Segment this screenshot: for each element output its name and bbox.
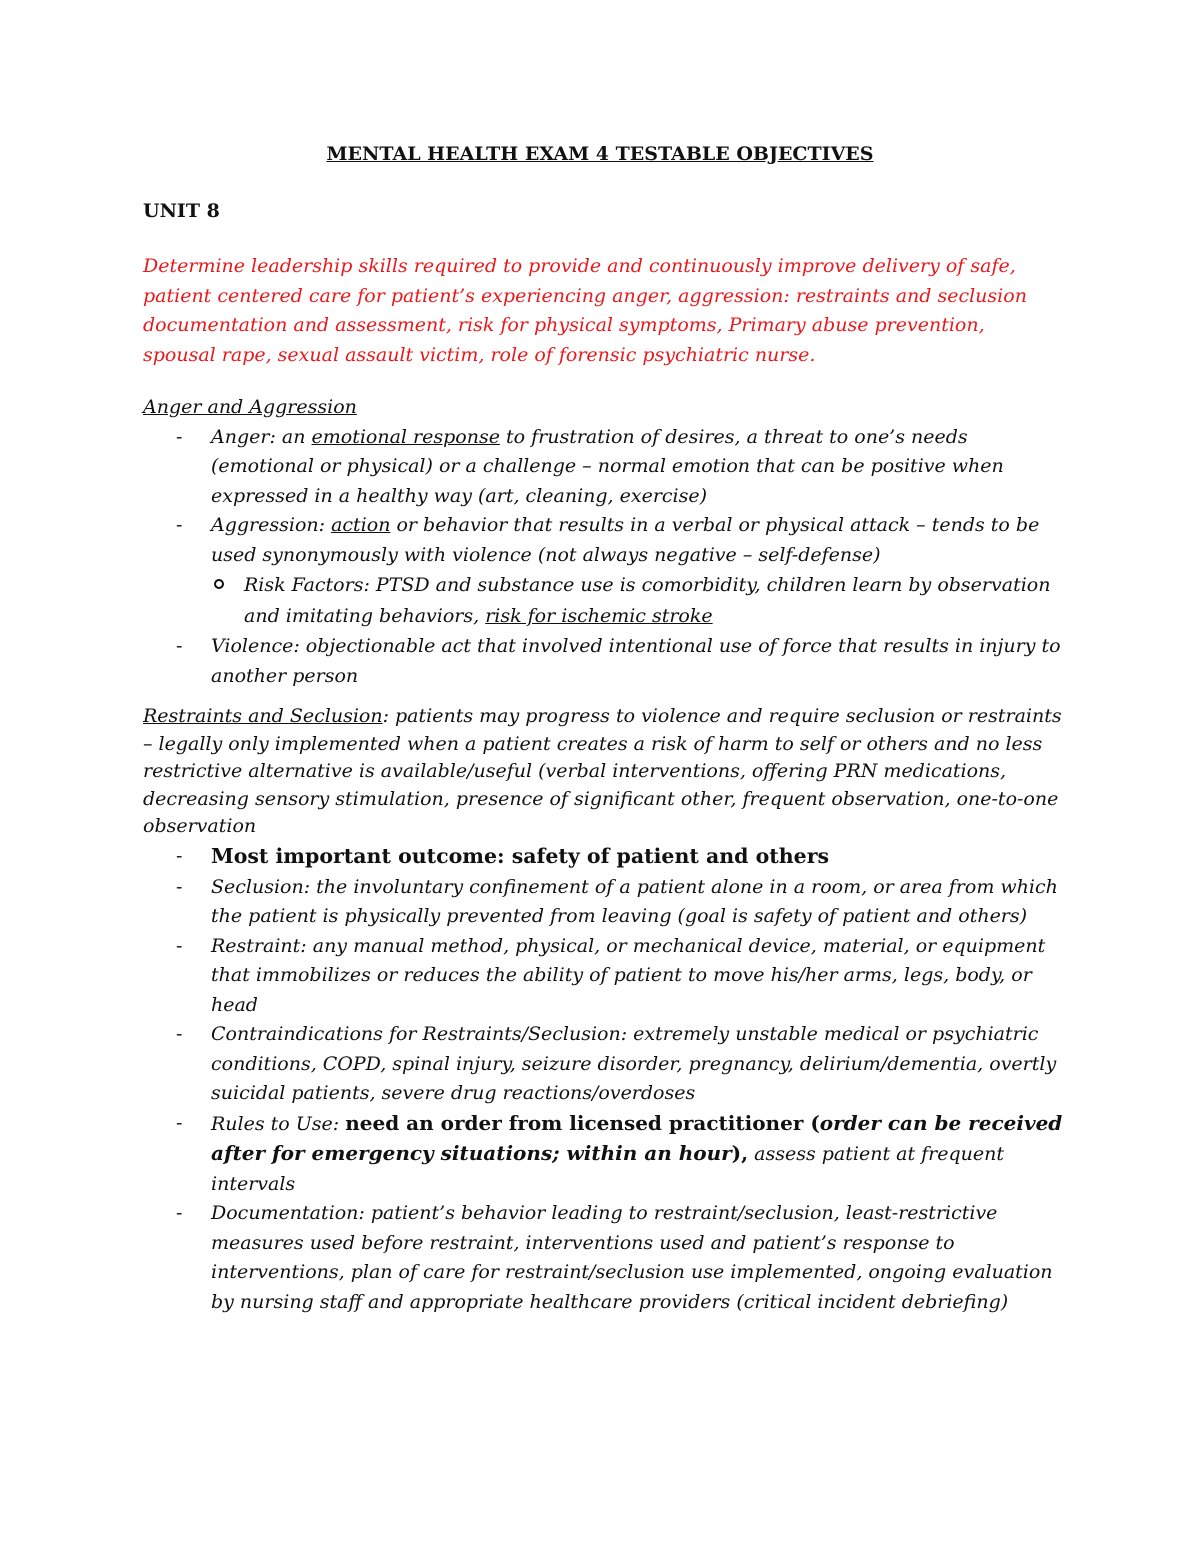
bullet-risk-factors <box>176 570 1073 632</box>
aggression-underlined-term: action <box>331 514 391 536</box>
unit-objective: Determine leadership skills required to provide and continuously improve delivery of safe, patient centered care for patient’s experiencing anger, aggression: restraints and seclusion documentation and assessment, risk for physical symptoms, Primary abuse prevention, spousal rape, sexual assault victim, role of forensic psychiatric nurse. <box>143 255 1027 366</box>
most-important-outcome-text: Most important outcome: safety of patient and others <box>211 843 830 868</box>
bullet-violence: - Violence: objectionable act that involved intentional use of force that results in injury to another person <box>143 632 1073 691</box>
restraints-seclusion-section <box>143 703 1073 1317</box>
document-title: MENTAL HEALTH EXAM 4 TESTABLE OBJECTIVES <box>326 143 874 165</box>
section-heading-restraints: Restraints and Seclusion <box>143 705 383 727</box>
bullet-restraint: - Restraint: any manual method, physical, or mechanical device, material, or equipment that immobilizes or reduces the ability of patient to move his/her arms, legs, body, or head <box>143 932 1073 1021</box>
aggression-text-pre: Aggression: <box>211 514 332 536</box>
anger-aggression-section <box>143 393 1073 691</box>
anger-bullet-list <box>143 423 1073 692</box>
anger-text-pre: Anger: an <box>211 425 312 448</box>
restraints-intro-paragraph <box>143 703 1073 841</box>
aggression-sub-list <box>176 570 1073 632</box>
rules-label: Rules to Use: <box>211 1112 346 1135</box>
bullet-rules-to-use <box>143 1109 1073 1200</box>
bullet-seclusion: - Seclusion: the involuntary confinement of a patient alone in a room, or area from which the patient is physically prevented from leaving (goal is safety of patient and others) <box>143 873 1073 932</box>
rules-post-text: assess patient at frequent intervals <box>211 1143 1004 1195</box>
restraints-intro-text: : patients may progress to violence and require seclusion or restraints – legally only implemented when a patient creates a risk of harm to self or others and no less restrictive alternative is available/useful (verbal interventions, offering PRN medications, decreasing sensory stimulation, presence of significant other, frequent observation, one-to-one observation <box>143 705 1062 837</box>
restraints-bullet-list <box>143 841 1073 1318</box>
unit-heading: UNIT 8 <box>143 200 220 222</box>
risk-factors-text: Risk Factors: PTSD and substance use is comorbidity, children learn by observation and imitating behaviors, <box>244 574 1051 627</box>
bullet-aggression <box>143 511 1073 632</box>
rules-bold-italic-text: order can be received after for emergency situations; within an hour <box>211 1110 1063 1165</box>
aggression-text-post: or behavior that results in a verbal or physical attack – tends to be used synonymously with violence (not always negative – self-defense) <box>211 514 1040 566</box>
bullet-most-important-outcome <box>143 841 1073 873</box>
section-heading-anger-aggression: Anger and Aggression <box>143 396 357 418</box>
bullet-documentation: - Documentation: patient’s behavior leading to restraint/seclusion, least-restrictive measures used before restraint, interventions used and patient’s response to interventions, plan of care for restraint/seclusion use implemented, ongoing evaluation by nursing staff and appropriate healthcare providers (critical incident debriefing) <box>143 1199 1073 1317</box>
bullet-anger <box>143 423 1073 512</box>
bullet-contraindications: - Contraindications for Restraints/Seclusion: extremely unstable medical or psychiatric conditions, COPD, spinal injury, seizure disorder, pregnancy, delirium/dementia, overtly suicidal patients, severe drug reactions/overdoses <box>143 1020 1073 1109</box>
anger-underlined-term: emotional response <box>311 425 500 448</box>
anger-text-post: to frustration of desires, a threat to one’s needs (emotional or physical) or a challenge – normal emotion that can be positive when expressed in a healthy way (art, cleaning, exercise) <box>211 425 1004 507</box>
risk-factors-underlined: risk for ischemic stroke <box>485 605 713 627</box>
rules-bold-text: need an order from licensed practitioner ( <box>345 1110 820 1135</box>
rules-bold-close: ), <box>731 1141 749 1165</box>
